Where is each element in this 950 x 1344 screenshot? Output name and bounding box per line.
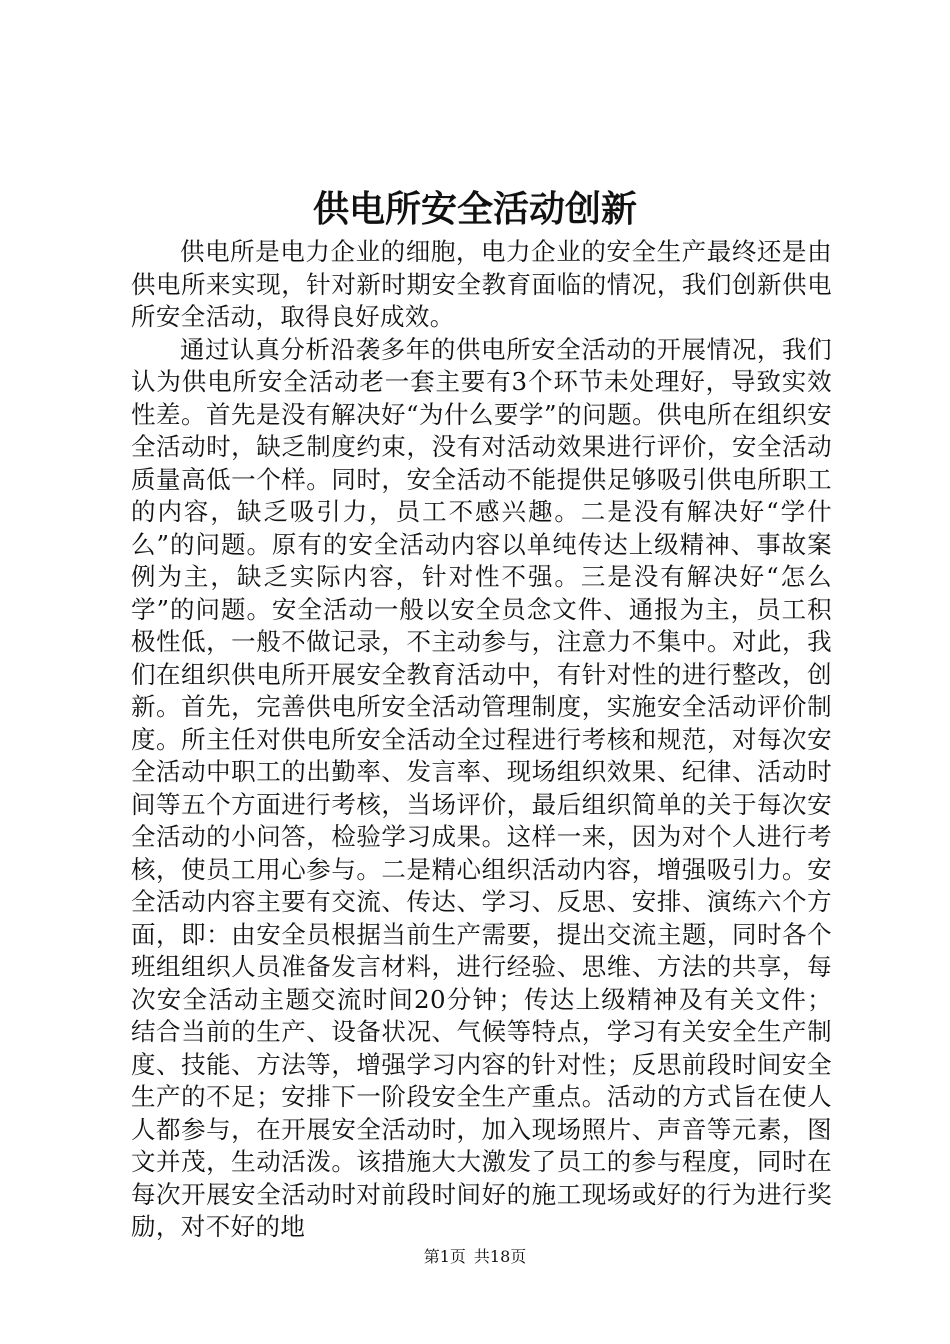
paragraph-intro: 供电所是电力企业的细胞，电力企业的安全生产最终还是由供电所来实现，针对新时期安全教育面临的情况，我们创新供电所安全活动，取得良好成效。	[131, 237, 832, 331]
paragraph-main: 通过认真分析沿袭多年的供电所安全活动的开展情况，我们认为供电所安全活动老一套主要有3个环节未处理好，导致实效性差。首先是没有解决好“为什么要学”的问题。供电所在组织安全活动时，缺乏制度约束，没有对活动效果进行评价，安全活动质量高低一个样。同时，安全活动不能提供足够吸引供电所职工的内容，缺乏吸引力，员工不感兴趣。二是没有解决好“学什么”的问题。原有的安全活动内容以单纯传达上级精神、事故案例为主，缺乏实际内容，针对性不强。三是没有解决好“怎么学”的问题。安全活动一般以安全员念文件、通报为主，员工积极性低，一般不做记录，不主动参与，注意力不集中。对此，我们在组织供电所开展安全教育活动中，有针对性的进行整改，创新。首先，完善供电所安全活动管理制度，实施安全活动评价制度。所主任对供电所安全活动全过程进行考核和规范，对每次安全活动中职工的出勤率、发言率、现场组织效果、纪律、活动时间等五个方面进行考核，当场评价，最后组织简单的关于每次安全活动的小问答，检验学习成果。这样一来，因为对个人进行考核，使员工用心参与。二是精心组织活动内容，增强吸引力。安全活动内容主要有交流、传达、学习、反思、安排、演练六个方面，即：由安全员根据当前生产需要，提出交流主题，同时各个班组组织人员准备发言材料，进行经验、思维、方法的共享，每次安全活动主题交流时间20分钟；传达上级精神及有关文件；结合当前的生产、设备状况、气候等特点，学习有关安全生产制度、技能、方法等，增强学习内容的针对性；反思前段时间安全生产的不足；安排下一阶段安全生产重点。活动的方式旨在使人人都参与，在开展安全活动时，加入现场照片、声音等元素，图文并茂，生动活泼。该措施大大激发了员工的参与程度，同时在每次开展安全活动时对前段时间好的施工现场或好的行为进行奖励，对不好的地	[131, 334, 832, 1241]
page-total: 共18页	[473, 1247, 527, 1266]
document-body	[131, 236, 832, 1244]
page-footer	[0, 1246, 950, 1268]
page-number: 第1页	[423, 1247, 466, 1266]
document-title: 供电所安全活动创新	[312, 188, 637, 230]
